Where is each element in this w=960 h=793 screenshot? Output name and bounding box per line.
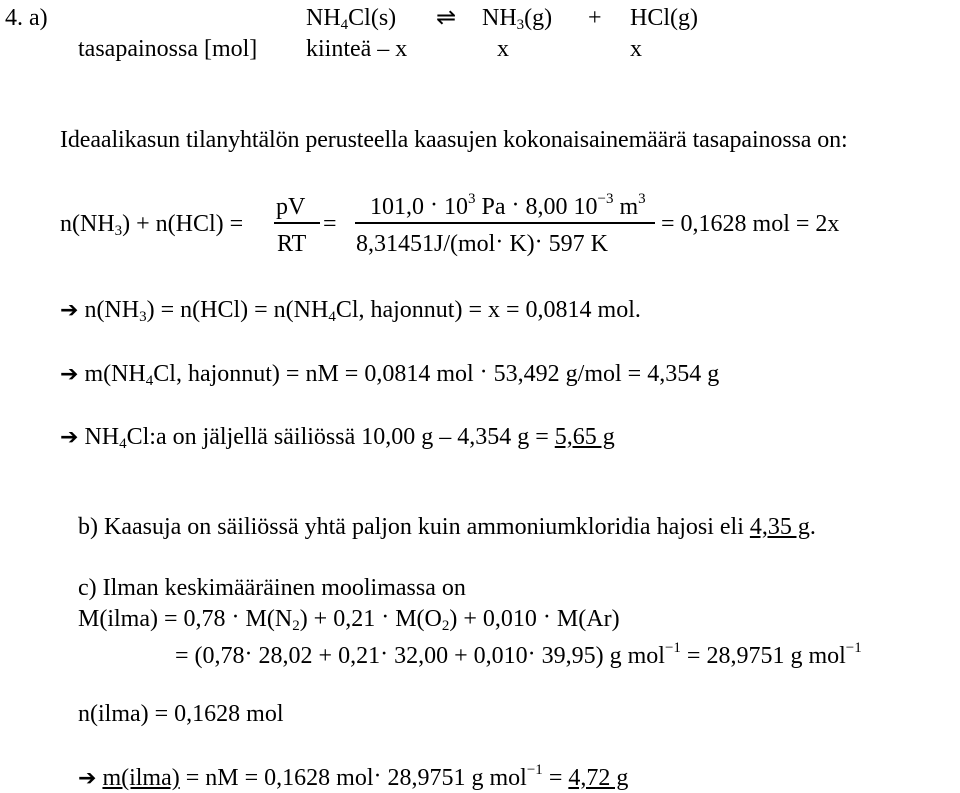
product2-formula: HCl(g): [630, 5, 698, 31]
step3: ➔ NH4Cl:a on jäljellä säiliössä 10,00 g – 4,354 g = 5,65 g: [60, 424, 615, 452]
right-arrow-icon: ➔: [60, 362, 79, 387]
part-c-intro: c) Ilman keskimääräinen moolimassa on: [78, 575, 466, 601]
step3-answer: 5,65 g: [554, 424, 615, 450]
frac2-denominator: 8,31451J/(mol· K)· 597 K: [356, 229, 609, 257]
frac1-denominator: RT: [277, 231, 307, 257]
eq1-equals: =: [323, 211, 337, 237]
plus-sign: +: [588, 5, 602, 31]
frac2-line: [355, 222, 655, 224]
frac2-numerator: $101,0 \cdot 10^3$ Pa · 8,00 $10^{-3}$ $m^3$: [370, 191, 646, 220]
frac1-numerator: pV: [276, 194, 306, 220]
amount-product1: x: [497, 36, 509, 62]
eq1-lhs: n(NH3) + n(HCl) =: [60, 211, 244, 239]
amount-reactant: kiinteä – x: [306, 36, 408, 62]
product1-formula: NH3(g): [482, 5, 553, 33]
right-arrow-icon: ➔: [78, 766, 97, 791]
part-c-answer: 4,72 g: [568, 765, 629, 791]
step2: ➔ m(NH4Cl, hajonnut) = nM = 0,0814 mol · 53,492 g/mol = 4,354 g: [60, 359, 720, 389]
step1: ➔ n(NH3) = n(HCl) = n(NH4Cl, hajonnut) = x = 0,0814 mol.: [60, 297, 641, 325]
part-c-n-line: n(ilma) = 0,1628 mol: [78, 701, 284, 727]
eq1-result: = 0,1628 mol = 2x: [661, 211, 840, 237]
part-c-final: ➔ m(ilma) = nM = 0,1628 mol· 28,9751 g mol$^{-1}$ = 4,72 g: [78, 762, 629, 791]
part-a-label: 4. a): [5, 5, 48, 31]
right-arrow-icon: ➔: [60, 298, 79, 323]
right-arrow-icon: ➔: [60, 425, 79, 450]
reactant-formula: NH4Cl(s): [306, 5, 397, 33]
amount-product2: x: [630, 36, 642, 62]
part-b: b) Kaasuja on säiliössä yhtä paljon kuin ammoniumkloridia hajosi eli 4,35 g.: [78, 514, 816, 540]
part-c-line1: M(ilma) = 0,78 · M(N2) + 0,21 · M(O2) + 0,010 · M(Ar): [78, 604, 620, 634]
part-b-answer: 4,35 g: [749, 514, 810, 540]
frac1-line: [274, 222, 320, 224]
equilibrium-row-label: tasapainossa [mol]: [78, 36, 258, 62]
part-c-line2: = (0,78· 28,02 + 0,21· 32,00 + 0,010· 39,95) g mol$^{-1}$ = 28,9751 g mol$^{-1}$: [175, 640, 862, 669]
ideal-gas-intro: Ideaalikasun tilanyhtälön perusteella kaasujen kokonaisainemäärä tasapainossa on:: [60, 127, 848, 153]
equilibrium-arrow-icon: ⇌: [436, 5, 457, 31]
